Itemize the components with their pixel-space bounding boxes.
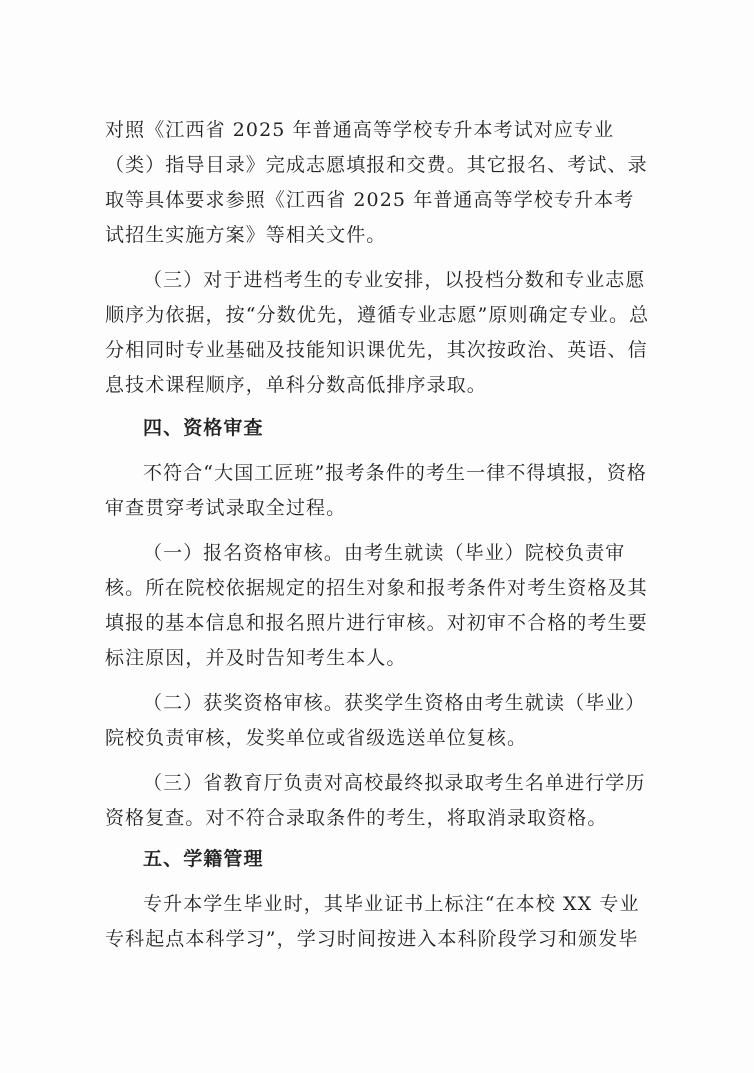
section-heading-qualification-review: 四、资格审查 bbox=[143, 417, 264, 439]
paragraph-graduation-certificate: 专升本学生毕业时，其毕业证书上标注“在本校 XX 专业专科起点本科学习”，学习时间按进入本科阶段学习和颁发毕 bbox=[105, 893, 640, 950]
paragraph-continued-directory: 对照《江西省 2025 年普通高等学校专升本考试对应专业（类）指导目录》完成志愿填报和交费。其它报名、考试、录取等具体要求参照《江西省 2025 年普通高等学校专升本考试招生实施方案》等相关文件。 bbox=[105, 119, 648, 246]
section-heading-student-status: 五、学籍管理 bbox=[143, 848, 264, 870]
paragraph-qualification-intro: 不符合“大国工匠班”报考条件的考生一律不得填报，资格审查贯穿考试录取全过程。 bbox=[105, 462, 648, 519]
paragraph-registration-review: （一）报名资格审核。由考生就读（毕业）院校负责审核。所在院校依据规定的招生对象和报考条件对考生资格及其填报的基本信息和报名照片进行审核。对初审不合格的考生要标注原因，并及时告知考生本人。 bbox=[105, 542, 648, 669]
document-body bbox=[105, 113, 650, 967]
paragraph-education-recheck: （三）省教育厅负责对高校最终拟录取考生名单进行学历资格复查。对不符合录取条件的考生，将取消录取资格。 bbox=[105, 772, 646, 829]
paragraph-major-arrangement: （三）对于进档考生的专业安排，以投档分数和专业志愿顺序为依据，按“分数优先，遵循专业志愿”原则确定专业。总分相同时专业基础及技能知识课优先，其次按政治、英语、信息技术课程顺序，单科分数高低排序录取。 bbox=[105, 269, 650, 396]
paragraph-award-review: （二）获奖资格审核。获奖学生资格由考生就读（毕业）院校负责审核，发奖单位或省级选送单位复核。 bbox=[105, 692, 646, 749]
